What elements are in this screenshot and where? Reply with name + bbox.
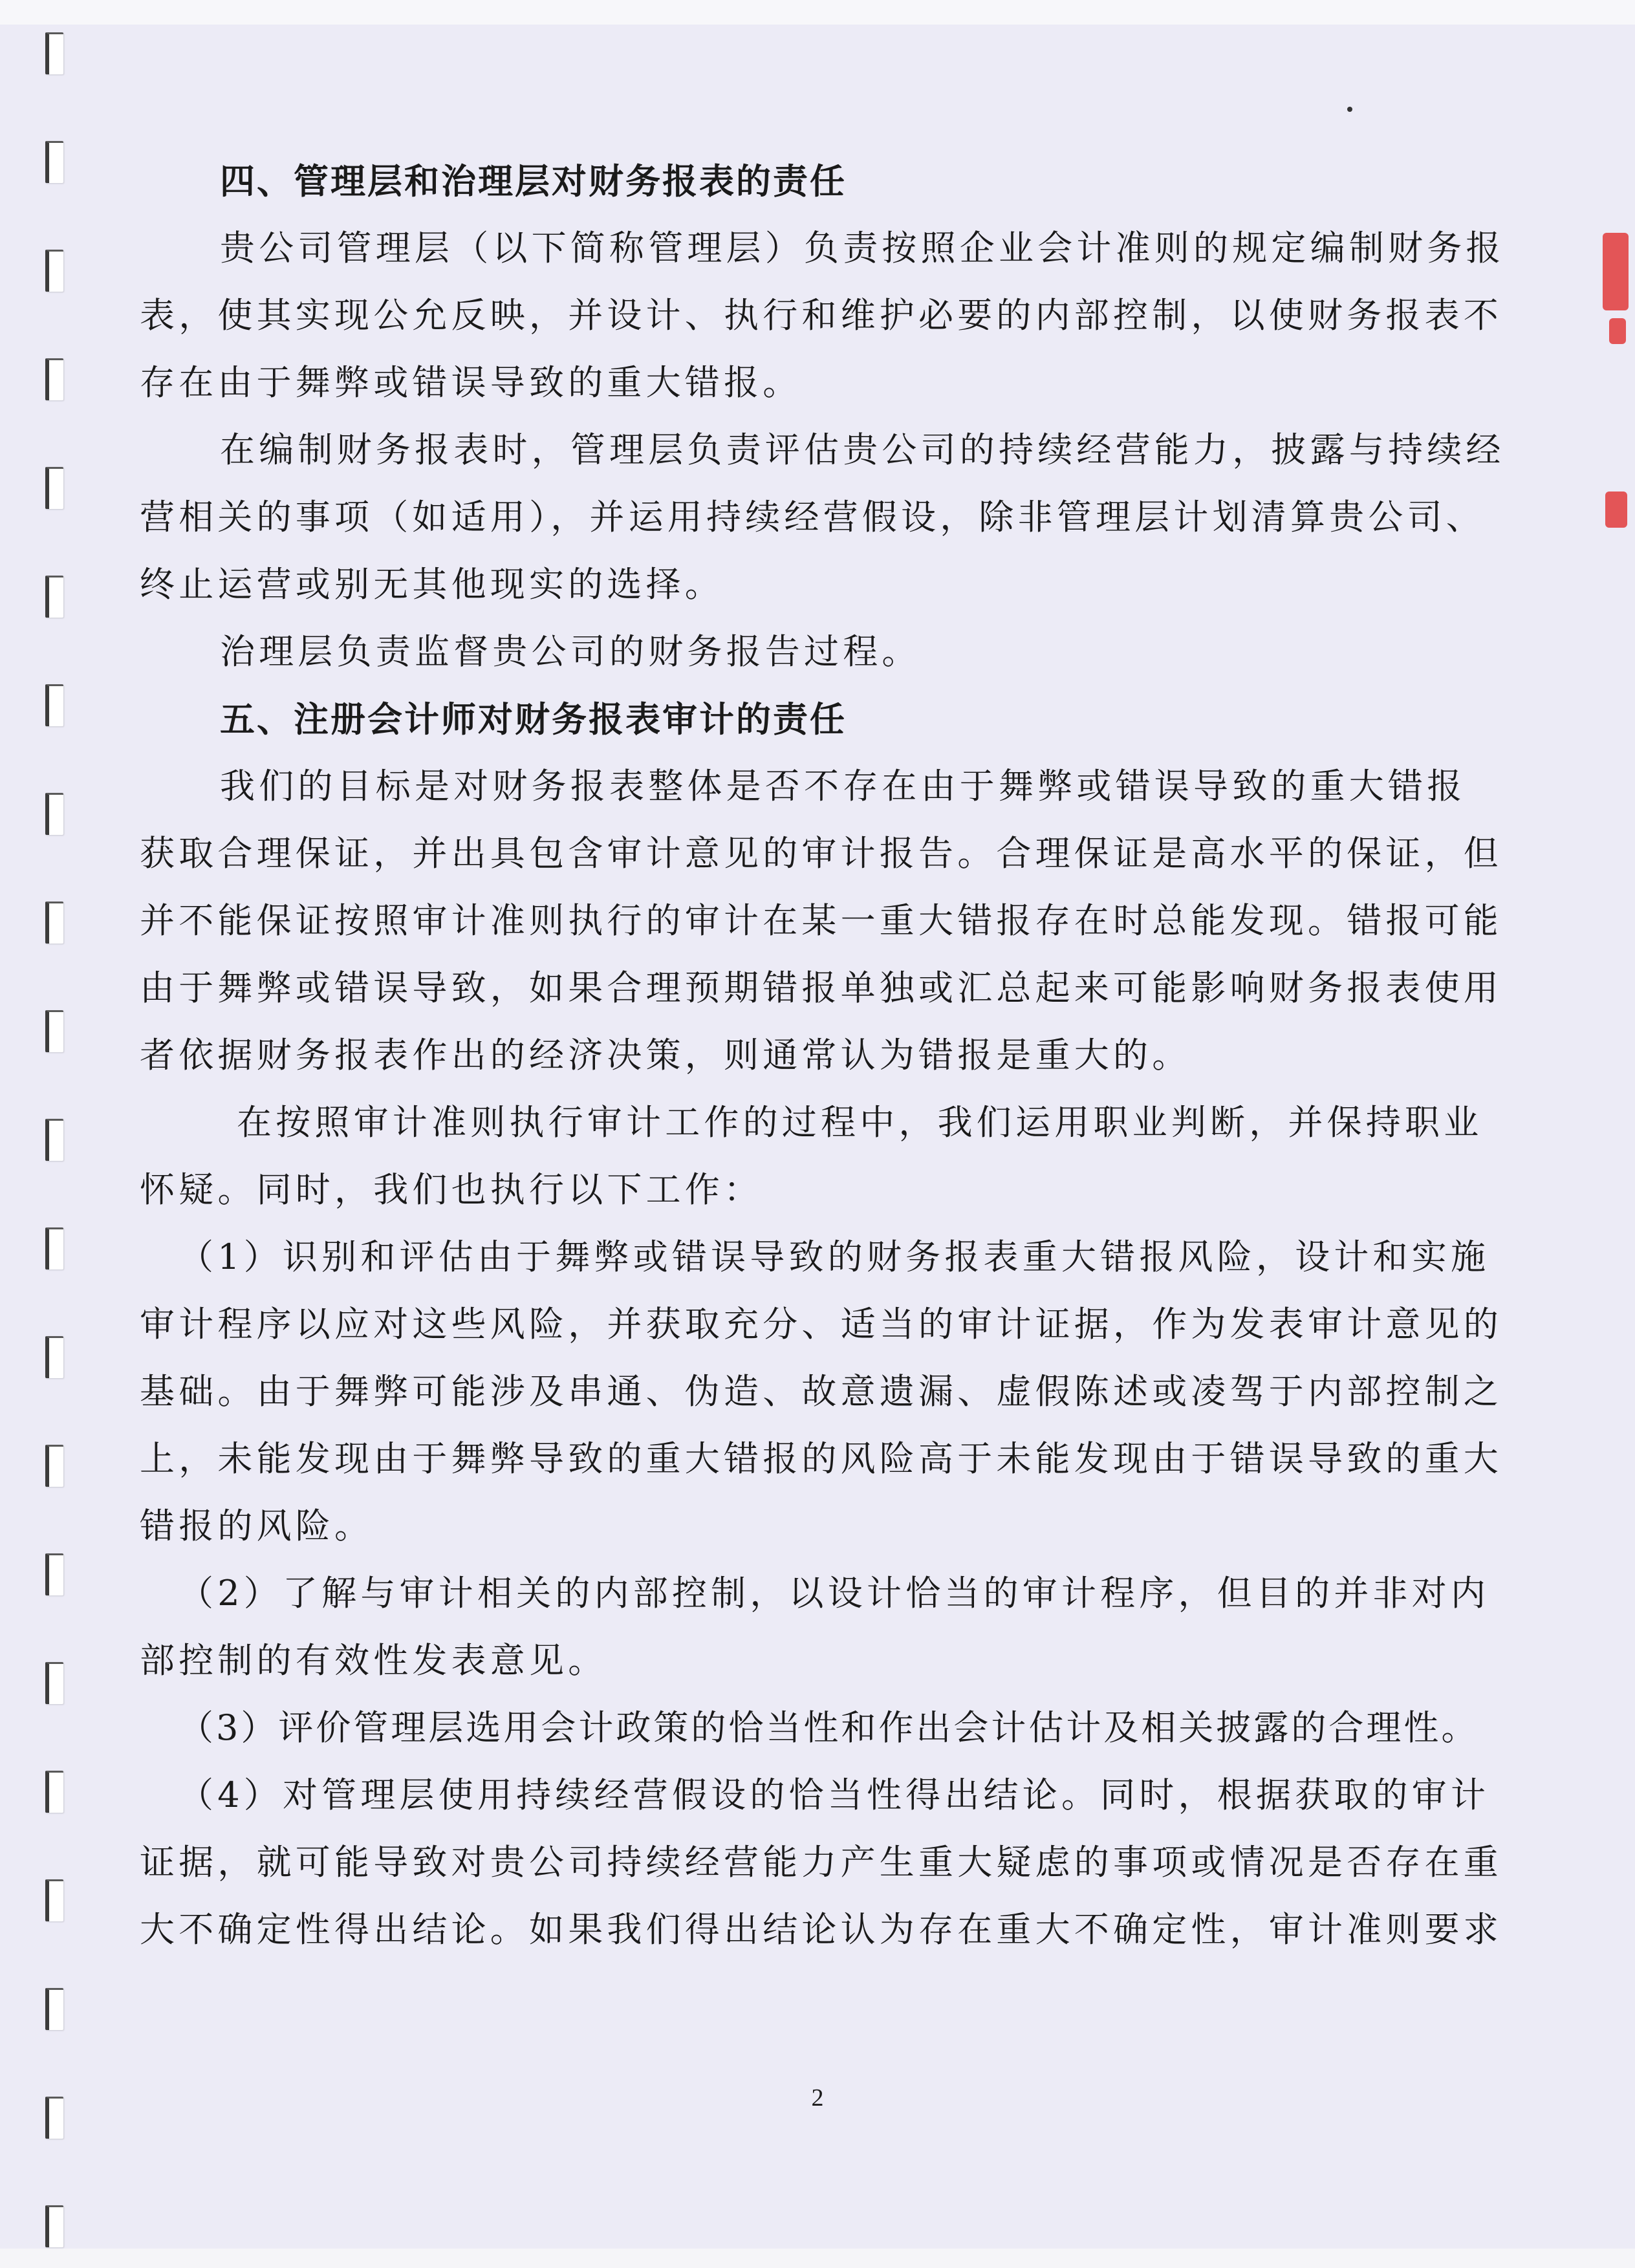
binding-hole (45, 1336, 63, 1378)
binding-hole (45, 1988, 63, 2030)
list-item-line: （4）对管理层使用持续经营假设的恰当性得出结论。同时，根据获取的审计 (179, 1775, 1490, 1815)
binding-hole (45, 1445, 63, 1487)
scan-speck (1347, 107, 1352, 112)
binding-hole (45, 141, 63, 183)
list-item-line: 部控制的有效性发表意见。 (140, 1640, 607, 1681)
paragraph-line: 在按照审计准则执行审计工作的过程中，我们运用职业判断，并保持职业 (237, 1102, 1483, 1143)
list-item-line: （1）识别和评估由于舞弊或错误导致的财务报表重大错报风险，设计和实施 (179, 1237, 1490, 1277)
binding-hole (45, 1662, 63, 1704)
binding-hole (45, 358, 63, 400)
binding-hole (45, 902, 63, 944)
paragraph-line: 治理层负责监督贵公司的财务报告过程。 (220, 631, 921, 672)
paragraph-line: 并不能保证按照审计准则执行的审计在某一重大错报存在时总能发现。错报可能 (140, 900, 1502, 941)
binding-hole (45, 1553, 63, 1595)
binding-hole (45, 1771, 63, 1813)
seal-fragment (1605, 491, 1627, 528)
paragraph-line: 存在由于舞弊或错误导致的重大错报。 (140, 362, 802, 403)
list-item-line: 大不确定性得出结论。如果我们得出结论认为存在重大不确定性，审计准则要求 (140, 1909, 1502, 1950)
scan-bottom-edge (0, 2249, 1635, 2268)
binding-hole (45, 684, 63, 726)
binding-hole (45, 2205, 63, 2247)
paragraph-line: 获取合理保证，并出具包含审计意见的审计报告。合理保证是高水平的保证，但 (140, 833, 1502, 874)
binding-hole (45, 1119, 63, 1161)
binding-hole (45, 1227, 63, 1269)
paragraph-line: 表，使其实现公允反映，并设计、执行和维护必要的内部控制，以使财务报表不 (140, 295, 1502, 336)
paragraph-line: 怀疑。同时，我们也执行以下工作： (140, 1169, 763, 1210)
paragraph-line: 由于舞弊或错误导致，如果合理预期错报单独或汇总起来可能影响财务报表使用 (140, 967, 1502, 1008)
binding-hole (45, 1879, 63, 1921)
paragraph-line: 营相关的事项（如适用），并运用持续经营假设，除非管理层计划清算贵公司、 (140, 497, 1485, 537)
binding-hole (45, 1010, 63, 1052)
page-number: 2 (811, 2084, 824, 2111)
scan-top-edge (0, 0, 1635, 25)
list-item-line: 上，未能发现由于舞弊导致的重大错报的风险高于未能发现由于错误导致的重大 (140, 1438, 1502, 1479)
section-heading-5: 五、注册会计师对财务报表审计的责任 (220, 698, 847, 740)
binding-hole (45, 576, 63, 618)
binding-hole (45, 250, 63, 292)
binding-holes (39, 26, 65, 2251)
seal-fragment (1603, 233, 1629, 310)
list-item-line: 审计程序以应对这些风险，并获取充分、适当的审计证据，作为发表审计意见的 (140, 1304, 1502, 1345)
list-item-line: 错报的风险。 (140, 1506, 374, 1546)
paragraph-line: 在编制财务报表时，管理层负责评估贵公司的持续经营能力，披露与持续经 (220, 429, 1505, 470)
seal-fragment (1609, 318, 1626, 344)
paragraph-line: 者依据财务报表作出的经济决策，则通常认为错报是重大的。 (140, 1035, 1191, 1075)
paragraph-line: 贵公司管理层（以下简称管理层）负责按照企业会计准则的规定编制财务报 (220, 228, 1505, 268)
list-item-line: （2）了解与审计相关的内部控制，以设计恰当的审计程序，但目的并非对内 (179, 1573, 1490, 1614)
paragraph-line: 我们的目标是对财务报表整体是否不存在由于舞弊或错误导致的重大错报 (220, 766, 1466, 806)
list-item-line: 证据，就可能导致对贵公司持续经营能力产生重大疑虑的事项或情况是否存在重 (140, 1842, 1502, 1883)
binding-hole (45, 467, 63, 509)
document-page (140, 147, 1505, 1963)
section-heading-4: 四、管理层和治理层对财务报表的责任 (220, 160, 847, 202)
binding-hole (45, 32, 63, 74)
binding-hole (45, 793, 63, 835)
list-item-line: （3）评价管理层选用会计政策的恰当性和作出会计估计及相关披露的合理性。 (179, 1707, 1479, 1748)
list-item-line: 基础。由于舞弊可能涉及串通、伪造、故意遗漏、虚假陈述或凌驾于内部控制之 (140, 1371, 1502, 1412)
paragraph-line: 终止运营或别无其他现实的选择。 (140, 564, 724, 605)
